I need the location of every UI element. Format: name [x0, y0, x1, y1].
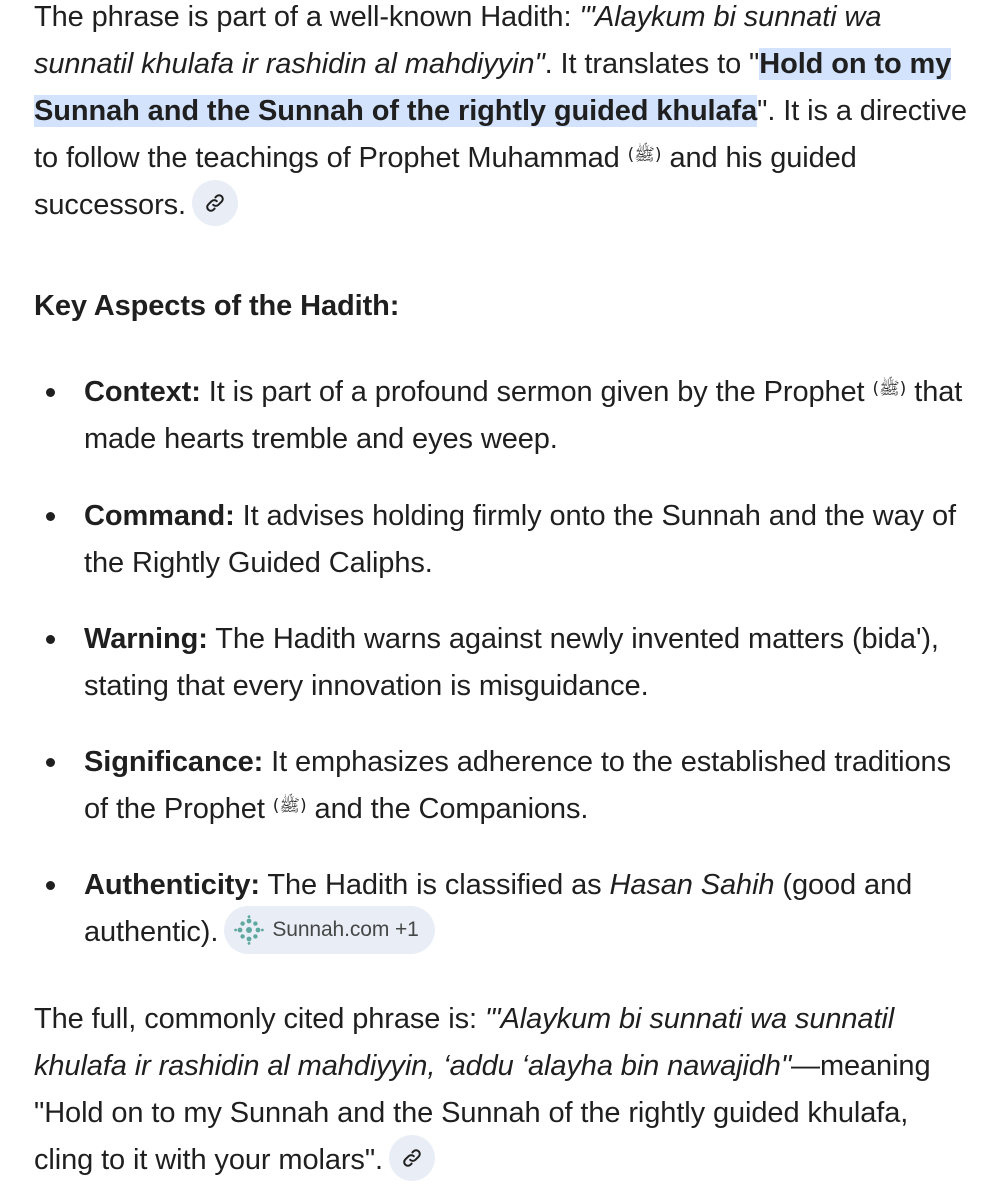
intro-text-5: ". It is a directive to follow the teachings of Prophet Muhammad	[34, 95, 967, 174]
pbuh-glyph: (ﷺ)	[627, 145, 662, 166]
item-text-end: (good and authentic).	[84, 869, 913, 948]
item-label: Context:	[84, 376, 201, 408]
intro-text-3: . It translates to "	[544, 48, 760, 80]
item-label: Warning:	[84, 623, 208, 655]
source-link-button[interactable]	[192, 180, 238, 226]
link-icon	[204, 192, 226, 214]
bullet	[46, 512, 55, 521]
item-text-end: and the Companions.	[306, 793, 589, 825]
closing-paragraph	[34, 996, 969, 1184]
section-heading: Key Aspects of the Hadith:	[34, 290, 400, 322]
source-link-button[interactable]	[389, 1135, 435, 1181]
item-text-end: that made hearts tremble and eyes weep.	[84, 376, 963, 455]
item-text: The Hadith is classified as	[259, 869, 610, 901]
highlighted-translation: Hold on to my Sunnah and the Sunnah of the rightly guided khulafa	[34, 48, 952, 127]
bullet	[46, 388, 55, 397]
closing-text-1: The full, commonly cited phrase is:	[34, 1003, 485, 1035]
item-text: The Hadith warns against newly invented matters (bida'), stating that every innovation is misguidance.	[84, 623, 939, 702]
item-label: Significance:	[84, 746, 264, 778]
list-item-warning	[84, 616, 974, 710]
bullet	[46, 758, 55, 767]
item-emphasis: Hasan Sahih	[609, 869, 775, 901]
list-item-command	[84, 493, 974, 587]
link-icon	[401, 1147, 423, 1169]
intro-text-1: The phrase is part of a well-known Hadith:	[34, 1, 580, 33]
item-label: Command:	[84, 500, 235, 532]
pbuh-glyph: (ﷺ)	[872, 379, 907, 400]
intro-paragraph	[34, 0, 969, 229]
list-item-context	[84, 369, 974, 463]
hadith-quote: "'Alaykum bi sunnati wa sunnatil khulafa ir rashidin al mahdiyyin"	[34, 1, 882, 80]
source-chip-label: Sunnah.com +1	[272, 918, 419, 942]
source-chip[interactable]	[224, 906, 434, 954]
pbuh-glyph: (ﷺ)	[272, 796, 307, 817]
full-hadith-quote: "'Alaykum bi sunnati wa sunnatil khulafa ir rashidin al mahdiyyin, ‘addu ‘alayha bin nawajidh"	[34, 1003, 895, 1082]
sunnah-logo-icon	[234, 915, 264, 945]
list-item-significance	[84, 739, 974, 833]
list-item-authenticity	[84, 862, 974, 957]
bullet	[46, 881, 55, 890]
item-text: It advises holding firmly onto the Sunnah and the way of the Rightly Guided Caliphs.	[84, 500, 957, 579]
item-text: It emphasizes adherence to the established traditions of the Prophet	[84, 746, 951, 825]
item-text: It is part of a profound sermon given by the Prophet	[200, 376, 873, 408]
item-label: Authenticity:	[84, 869, 260, 901]
closing-text-3: —meaning "Hold on to my Sunnah and the Sunnah of the rightly guided khulafa, cling to it with your molars".	[34, 1050, 931, 1176]
bullet	[46, 635, 55, 644]
intro-text-7: and his guided successors.	[34, 142, 857, 221]
